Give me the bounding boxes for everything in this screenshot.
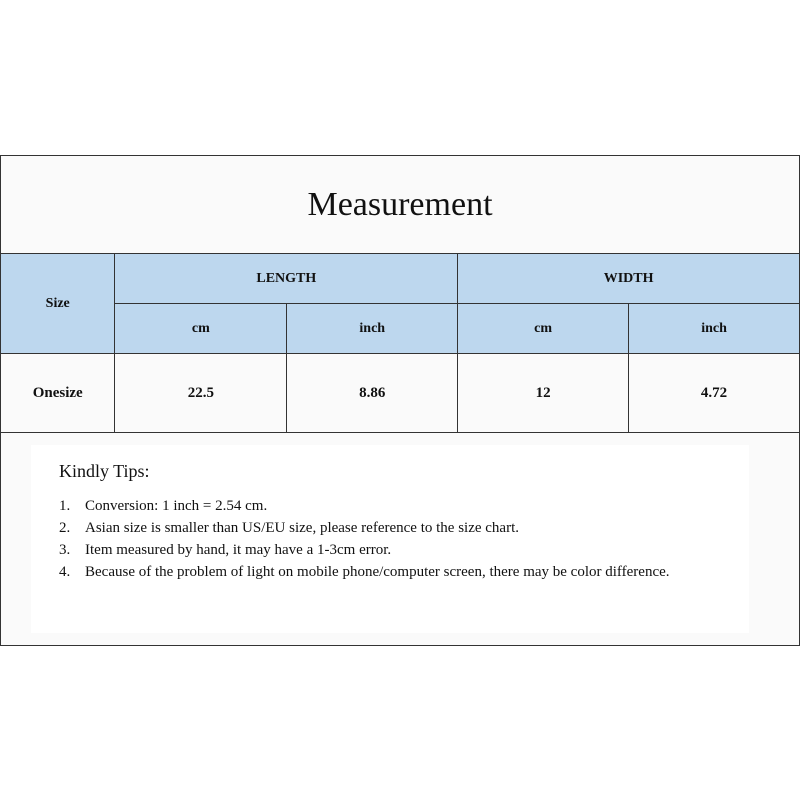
tips-title: Kindly Tips: xyxy=(59,461,150,481)
value-cell: 12 xyxy=(458,354,629,433)
list-item xyxy=(59,561,699,583)
size-table xyxy=(1,253,800,433)
size-cell: Onesize xyxy=(1,354,115,433)
page-title: Measurement xyxy=(1,156,799,254)
size-header: Size xyxy=(1,254,115,354)
list-item xyxy=(59,495,699,517)
value-cell: 8.86 xyxy=(287,354,458,433)
item-number: 2. xyxy=(59,520,71,536)
tips-box xyxy=(31,445,749,633)
unit-header: cm xyxy=(115,304,287,354)
list-item xyxy=(59,517,699,539)
length-header: LENGTH xyxy=(115,254,458,304)
width-header: WIDTH xyxy=(458,254,800,304)
value-cell: 4.72 xyxy=(629,354,800,433)
measurement-chart xyxy=(0,155,800,646)
item-text: Item measured by hand, it may have a 1-3cm error. xyxy=(85,542,392,558)
table-header-row xyxy=(1,254,800,304)
unit-header: inch xyxy=(287,304,458,354)
table-unit-row xyxy=(1,304,800,354)
item-text: Because of the problem of light on mobile phone/computer screen, there may be color difference. xyxy=(85,564,670,580)
unit-header: cm xyxy=(458,304,629,354)
item-number: 1. xyxy=(59,498,71,514)
value-cell: 22.5 xyxy=(115,354,287,433)
item-number: 4. xyxy=(59,564,71,580)
item-number: 3. xyxy=(59,542,71,558)
unit-header: inch xyxy=(629,304,800,354)
tips-list xyxy=(59,495,699,583)
table-row xyxy=(1,354,800,433)
item-text: Asian size is smaller than US/EU size, please reference to the size chart. xyxy=(85,520,519,536)
list-item xyxy=(59,539,699,561)
item-text: Conversion: 1 inch = 2.54 cm. xyxy=(85,498,268,514)
